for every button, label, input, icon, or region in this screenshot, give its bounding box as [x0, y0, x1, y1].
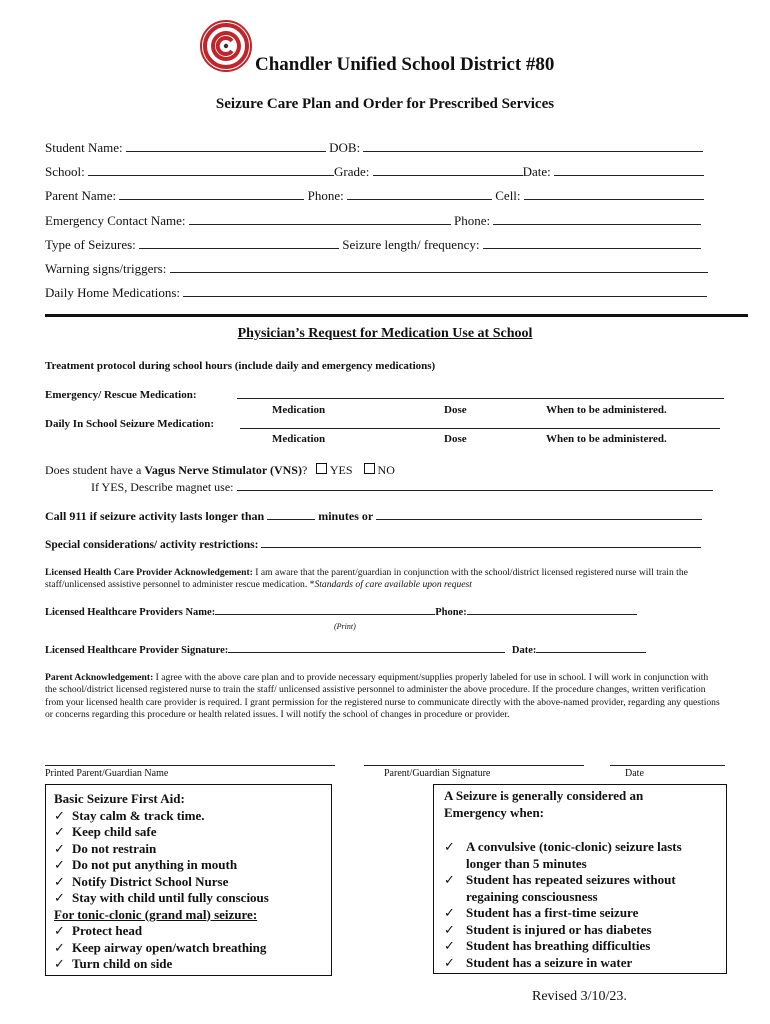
- cell-label: Cell:: [495, 188, 521, 203]
- revised-date: Revised 3/10/23.: [532, 989, 627, 1004]
- provider-ack-text: I am aware that the parent/guardian in conjunction with the school/district licensed registered nurse will train the staff/unlicensed assistive personnel to administer rescue medication. *: [45, 567, 688, 591]
- student-name-label: Student Name:: [45, 140, 123, 155]
- provider-name-label: Licensed Healthcare Providers Name:: [45, 607, 216, 618]
- emergency-box: [433, 784, 727, 974]
- seizure-length-field[interactable]: [483, 248, 701, 249]
- check-icon: ✓: [54, 956, 65, 971]
- section-divider: [45, 314, 748, 317]
- emergency-title-2: Emergency when:: [444, 804, 545, 820]
- date-field[interactable]: [554, 175, 704, 176]
- parent-date-label: Date: [625, 768, 644, 779]
- daily-med-field[interactable]: [240, 416, 720, 429]
- magnet-label: If YES, Describe magnet use:: [91, 480, 234, 494]
- daily-med-col-when: When to be administered.: [546, 433, 667, 445]
- emergency-item: ✓ A convulsive (tonic-clonic) seizure lasts: [444, 839, 682, 854]
- call911-label: Call 911 if seizure activity lasts longer than: [45, 509, 265, 523]
- call911-minutes-field[interactable]: [267, 519, 315, 520]
- first-aid-box: [45, 784, 332, 976]
- check-icon: ✓: [54, 923, 65, 938]
- provider-signature-label: Licensed Healthcare Provider Signature:: [45, 645, 229, 656]
- district-seal-icon: [200, 20, 252, 72]
- physician-section-title: Physician’s Request for Medication Use at School: [237, 326, 533, 341]
- seizure-type-field[interactable]: [139, 248, 339, 249]
- tonic-clonic-title: For tonic-clonic (grand mal) seizure:: [54, 906, 258, 922]
- grade-field[interactable]: [373, 175, 523, 176]
- first-aid-item: ✓ Keep child safe: [54, 824, 157, 839]
- emergency-item: ✓ Student has a seizure in water: [444, 954, 633, 970]
- warning-signs-label: Warning signs/triggers:: [45, 261, 167, 276]
- daily-med-col-medication: Medication: [272, 433, 326, 445]
- check-icon: ✓: [444, 921, 455, 937]
- warning-signs-field[interactable]: [170, 272, 708, 273]
- first-aid-item: ✓ Stay with child until fully conscious: [54, 890, 269, 905]
- emergency-item: ✓ Student has a first-time seizure: [444, 905, 639, 920]
- vns-question-text: Does student have a: [45, 463, 145, 477]
- parent-ack-text: I agree with the above care plan and to provide necessary equipment/supplies properly labeled for use in school. I will work in conjunction with the school/district licensed registered nurse to train the staff/ unlicensed assistive personnel to administer the above procedure. If the procedure changes, written verification from your licensed health care provider is required. I grant permission for the registered nurse to communicate directly with the above-named provider, regarding any questions or concerns regarding this procedure or health related issues. I will notify the school of changes in procedure or provider.: [45, 672, 720, 721]
- printed-name-label: Printed Parent/Guardian Name: [45, 768, 169, 779]
- parent-name-field[interactable]: [119, 199, 304, 200]
- row-home-meds: [45, 285, 707, 301]
- row-warning: [45, 261, 708, 277]
- provider-phone-field[interactable]: [467, 614, 637, 615]
- emergency-med-field[interactable]: [237, 386, 724, 399]
- printed-name-field[interactable]: [45, 765, 335, 766]
- first-aid-item: ✓ Stay calm & track time.: [54, 807, 205, 823]
- parent-name-label: Parent Name:: [45, 188, 117, 203]
- vns-question-mark: ?: [301, 463, 308, 477]
- dob-field[interactable]: [363, 151, 703, 152]
- first-aid-item: ✓ Notify District School Nurse: [54, 873, 229, 889]
- cell-field[interactable]: [524, 199, 704, 200]
- emergency-item: ✓ Student has repeated seizures without: [444, 872, 676, 887]
- emergency-med-col-medication: Medication: [272, 404, 326, 416]
- call911-row: [45, 509, 702, 524]
- school-field[interactable]: [88, 175, 334, 176]
- provider-date-field[interactable]: [536, 652, 646, 653]
- parent-ack-title: Parent Acknowledgement:: [45, 672, 154, 683]
- vns-no-checkbox[interactable]: [364, 463, 375, 474]
- vns-yes-label: YES: [329, 463, 353, 477]
- grade-label: Grade:: [333, 164, 370, 179]
- daily-med-col-dose: Dose: [444, 433, 467, 445]
- call911-other-field[interactable]: [376, 519, 702, 520]
- emergency-item: ✓ Student is injured or has diabetes: [444, 921, 652, 937]
- check-icon: ✓: [444, 872, 455, 887]
- first-aid-title: Basic Seizure First Aid:: [54, 791, 185, 806]
- check-icon: ✓: [444, 938, 455, 953]
- check-icon: ✓: [54, 824, 65, 839]
- special-label: Special considerations/ activity restrictions:: [45, 539, 259, 551]
- provider-name-field[interactable]: [215, 614, 435, 615]
- daily-med-label: Daily In School Seizure Medication:: [45, 418, 215, 430]
- parent-date-field[interactable]: [610, 765, 725, 766]
- treatment-protocol-label: Treatment protocol during school hours (include daily and emergency medications): [45, 360, 436, 372]
- page-subtitle: Seizure Care Plan and Order for Prescribed Services: [215, 96, 555, 112]
- provider-ack-title: Licensed Health Care Provider Acknowledgement:: [45, 567, 253, 578]
- magnet-field[interactable]: [237, 490, 713, 491]
- special-row: [45, 539, 701, 551]
- emergency-med-col-dose: Dose: [444, 404, 467, 416]
- provider-signature-row: [45, 645, 646, 656]
- student-name-field[interactable]: [126, 151, 326, 152]
- row-student: [45, 140, 703, 156]
- emergency-title: A Seizure is generally considered an: [444, 788, 644, 803]
- row-seizure-type: [45, 237, 701, 253]
- home-meds-field[interactable]: [183, 296, 707, 297]
- date-label: Date:: [522, 164, 551, 179]
- tonic-item: ✓ Turn child on side: [54, 956, 173, 971]
- row-parent: [45, 188, 704, 204]
- row-school: [45, 164, 704, 180]
- row-emergency-contact: [45, 213, 701, 229]
- emergency-item-cont: longer than 5 minutes: [466, 855, 587, 871]
- dob-label: DOB:: [329, 140, 361, 155]
- emergency-phone-label: Phone:: [454, 213, 491, 228]
- emergency-med-label: Emergency/ Rescue Medication:: [45, 389, 197, 401]
- check-icon: ✓: [54, 890, 65, 905]
- check-icon: ✓: [444, 905, 455, 920]
- check-icon: ✓: [54, 939, 65, 955]
- check-icon: ✓: [444, 839, 455, 854]
- provider-ack-italic: Standards of care available upon request: [314, 579, 472, 591]
- provider-phone-label: Phone:: [435, 607, 467, 618]
- emergency-contact-field[interactable]: [189, 224, 451, 225]
- provider-ack: [45, 567, 725, 592]
- provider-date-label: Date:: [511, 645, 537, 656]
- magnet-row: [91, 480, 713, 495]
- check-icon: ✓: [54, 807, 65, 823]
- emergency-item-cont: regaining consciousness: [466, 888, 598, 904]
- vns-no-label: NO: [377, 463, 395, 477]
- check-icon: ✓: [54, 840, 65, 856]
- emergency-med-col-when: When to be administered.: [546, 404, 667, 416]
- home-meds-label: Daily Home Medications:: [45, 285, 181, 300]
- special-field[interactable]: [261, 547, 701, 548]
- phone-field[interactable]: [347, 199, 492, 200]
- phone-label: Phone:: [307, 188, 344, 203]
- emergency-phone-field[interactable]: [493, 224, 701, 225]
- parent-signature-label: Parent/Guardian Signature: [384, 768, 491, 779]
- emergency-contact-label: Emergency Contact Name:: [45, 213, 186, 228]
- check-icon: ✓: [54, 873, 65, 889]
- check-icon: ✓: [54, 857, 65, 872]
- print-hint: (Print): [334, 622, 356, 631]
- vns-question: [45, 463, 395, 478]
- check-icon: ✓: [444, 954, 455, 970]
- provider-name-row: [45, 607, 637, 618]
- first-aid-item: ✓ Do not restrain: [54, 840, 157, 856]
- page-title: Chandler Unified School District #80: [255, 54, 555, 75]
- vns-bold-text: Vagus Nerve Stimulator (VNS): [144, 463, 302, 477]
- seizure-length-label: Seizure length/ frequency:: [342, 237, 480, 252]
- tonic-item: ✓ Protect head: [54, 923, 143, 938]
- emergency-item: ✓ Student has breathing difficulties: [444, 938, 651, 953]
- provider-signature-field[interactable]: [228, 652, 505, 653]
- parent-signature-field[interactable]: [364, 765, 584, 766]
- seizure-type-label: Type of Seizures:: [45, 237, 136, 252]
- tonic-item: ✓ Keep airway open/watch breathing: [54, 939, 267, 955]
- vns-yes-checkbox[interactable]: [316, 463, 327, 474]
- school-label: School:: [45, 164, 85, 179]
- call911-minutes-label: minutes or: [318, 509, 373, 523]
- parent-ack: [45, 672, 720, 722]
- first-aid-item: ✓ Do not put anything in mouth: [54, 857, 238, 872]
